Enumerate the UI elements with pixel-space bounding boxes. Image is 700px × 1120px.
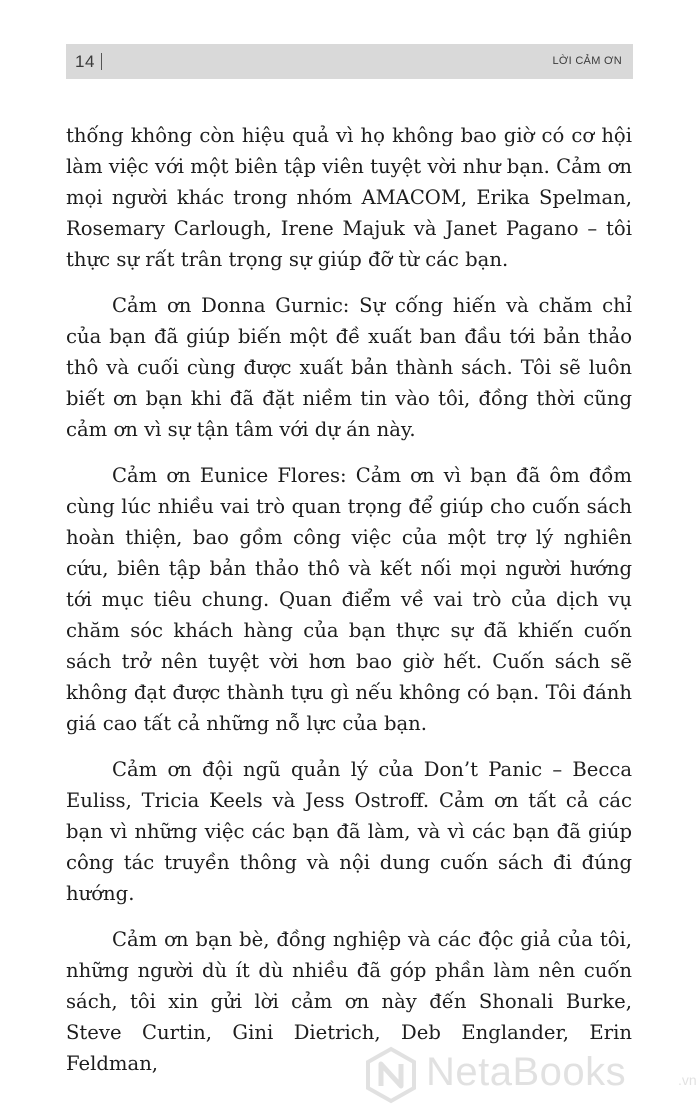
netabooks-logo-icon	[362, 1046, 420, 1104]
paragraph: Cảm ơn đội ngũ quản lý của Don’t Panic – Becca Euliss, Tricia Keels và Jess Ostroff. Cảm ơn tất cả các bạn vì những việc các bạn đã làm, và vì các bạn đã giúp công tác truyền thông và nội dung cuốn sách đi đúng hướng.	[66, 758, 632, 905]
paragraph: Cảm ơn bạn bè, đồng nghiệp và các độc giả của tôi, những người dù ít dù nhiều đã góp phần làm nên cuốn sách, tôi xin gửi lời cảm ơn này đến Shonali Burke, Steve Curtin, Gini Dietrich, Deb Englander, Erin Feldman,	[66, 928, 632, 1075]
page-body	[66, 120, 632, 1094]
paragraph-continued: thống không còn hiệu quả vì họ không bao giờ có cơ hội làm việc với một biên tập viên tuyệt vời như bạn. Cảm ơn mọi người khác trong nhóm AMACOM, Erika Spelman, Rosemary Carlough, Irene Majuk và Janet Pagano – tôi thực sự rất trân trọng sự giúp đỡ từ các bạn.	[66, 124, 632, 271]
page-number: 14	[75, 52, 95, 71]
paragraph: Cảm ơn Eunice Flores: Cảm ơn vì bạn đã ôm đồm cùng lúc nhiều vai trò quan trọng để giúp cho cuốn sách hoàn thiện, bao gồm công việc của một trợ lý nghiên cứu, biên tập bản thảo thô và kết nối mọi người hướng tới mục tiêu chung. Quan điểm về vai trò của dịch vụ chăm sóc khách hàng của bạn thực sự đã khiến cuốn sách trở nên tuyệt vời hơn bao giờ hết. Cuốn sách sẽ không đạt được thành tựu gì nếu không có bạn. Tôi đánh giá cao tất cả những nỗ lực của bạn.	[66, 464, 632, 735]
paragraph: Cảm ơn Donna Gurnic: Sự cống hiến và chăm chỉ của bạn đã giúp biến một đề xuất ban đầu tới bản thảo thô và cuối cùng được xuất bản thành sách. Tôi sẽ luôn biết ơn bạn khi đã đặt niềm tin vào tôi, đồng thời cũng cảm ơn vì sự tận tâm với dự án này.	[66, 294, 632, 441]
watermark-tld: .vn	[678, 1072, 697, 1088]
page-header	[66, 44, 633, 79]
watermark	[362, 1046, 700, 1106]
watermark-brand: NetaBooks	[426, 1050, 627, 1094]
header-divider	[101, 53, 102, 70]
running-head: LỜI CẢM ƠN	[552, 55, 622, 67]
